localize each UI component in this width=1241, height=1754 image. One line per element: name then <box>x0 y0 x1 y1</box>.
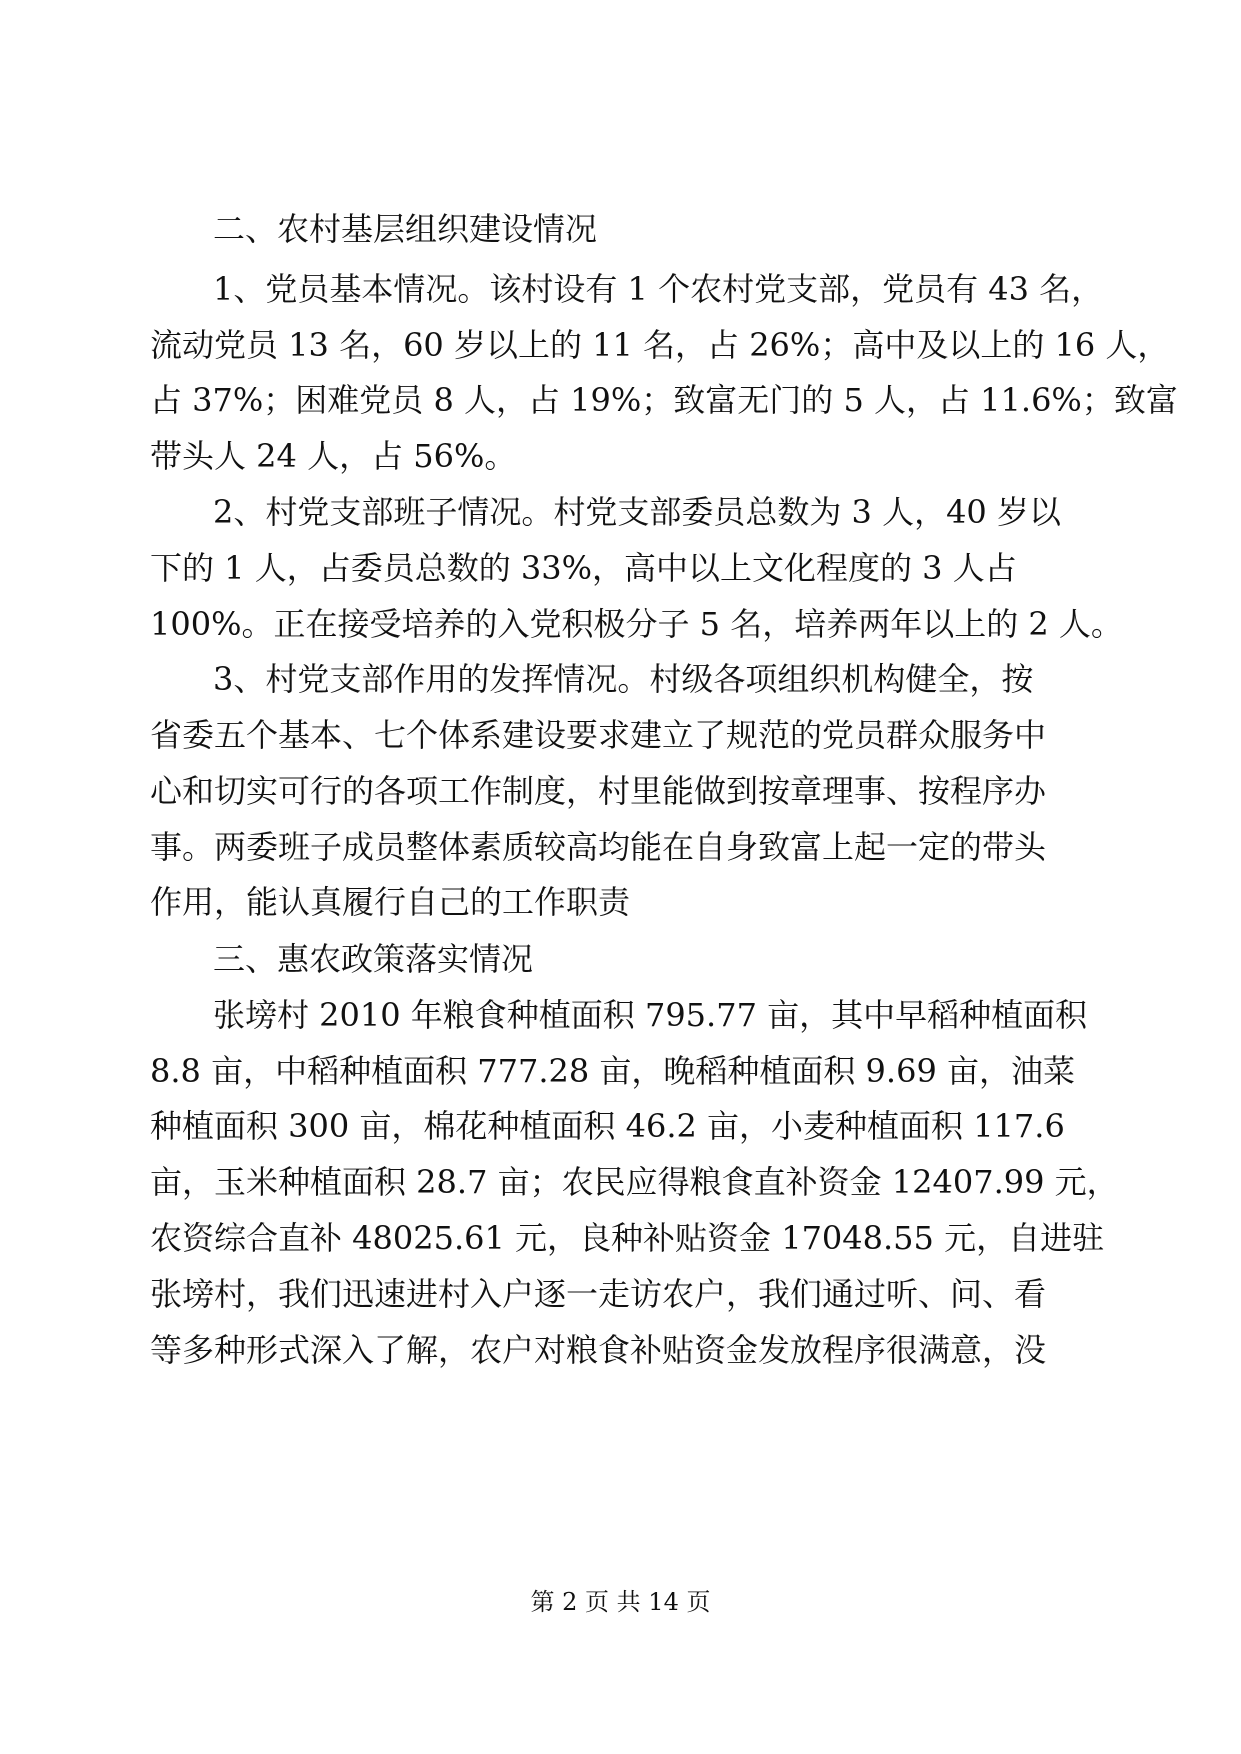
paragraph-line: 农资综合直补 48025.61 元，良种补贴资金 17048.55 元，自进驻 <box>150 1219 1105 1257</box>
paragraph-line: 8.8 亩，中稻种植面积 777.28 亩，晚稻种植面积 9.69 亩，油菜 <box>150 1052 1075 1090</box>
section-heading: 三、惠农政策落实情况 <box>213 940 534 978</box>
paragraph-line: 下的 1 人，占委员总数的 33%，高中以上文化程度的 3 人占 <box>150 549 1017 587</box>
paragraph-line: 3、村党支部作用的发挥情况。村级各项组织机构健全，按 <box>213 660 1034 698</box>
paragraph-line: 作用，能认真履行自己的工作职责 <box>150 883 631 921</box>
page-footer <box>0 1580 1241 1624</box>
paragraph-line: 1、党员基本情况。该村设有 1 个农村党支部，党员有 43 名， <box>213 270 1104 308</box>
paragraph-line: 省委五个基本、七个体系建设要求建立了规范的党员群众服务中 <box>150 716 1047 754</box>
paragraph-line: 种植面积 300 亩，棉花种植面积 46.2 亩，小麦种植面积 117.6 <box>150 1107 1065 1145</box>
paragraph-line: 2、村党支部班子情况。村党支部委员总数为 3 人，40 岁以 <box>213 493 1061 531</box>
paragraph-line: 100%。正在接受培养的入党积极分子 5 名，培养两年以上的 2 人。 <box>150 605 1123 643</box>
paragraph-line: 张塝村，我们迅速进村入户逐一走访农户，我们通过听、问、看 <box>150 1275 1047 1313</box>
paragraph-line: 亩，玉米种植面积 28.7 亩；农民应得粮食直补资金 12407.99 元， <box>150 1163 1119 1201</box>
section-heading: 二、农村基层组织建设情况 <box>213 210 598 248</box>
paragraph-line: 流动党员 13 名，60 岁以上的 11 名，占 26%；高中及以上的 16 人， <box>150 326 1170 364</box>
paragraph-line: 等多种形式深入了解，农户对粮食补贴资金发放程序很满意，没 <box>150 1331 1047 1369</box>
paragraph-line: 张塝村 2010 年粮食种植面积 795.77 亩，其中早稻种植面积 <box>213 996 1088 1034</box>
paragraph-line: 占 37%；困难党员 8 人，占 19%；致富无门的 5 人，占 11.6%；致富 <box>150 381 1178 419</box>
paragraph-line: 心和切实可行的各项工作制度，村里能做到按章理事、按程序办 <box>150 772 1047 810</box>
paragraph-line: 事。两委班子成员整体素质较高均能在自身致富上起一定的带头 <box>150 828 1047 866</box>
paragraph-line: 带头人 24 人，占 56%。 <box>150 437 517 475</box>
page-number-label: 第 2 页 共 14 页 <box>530 1588 711 1616</box>
